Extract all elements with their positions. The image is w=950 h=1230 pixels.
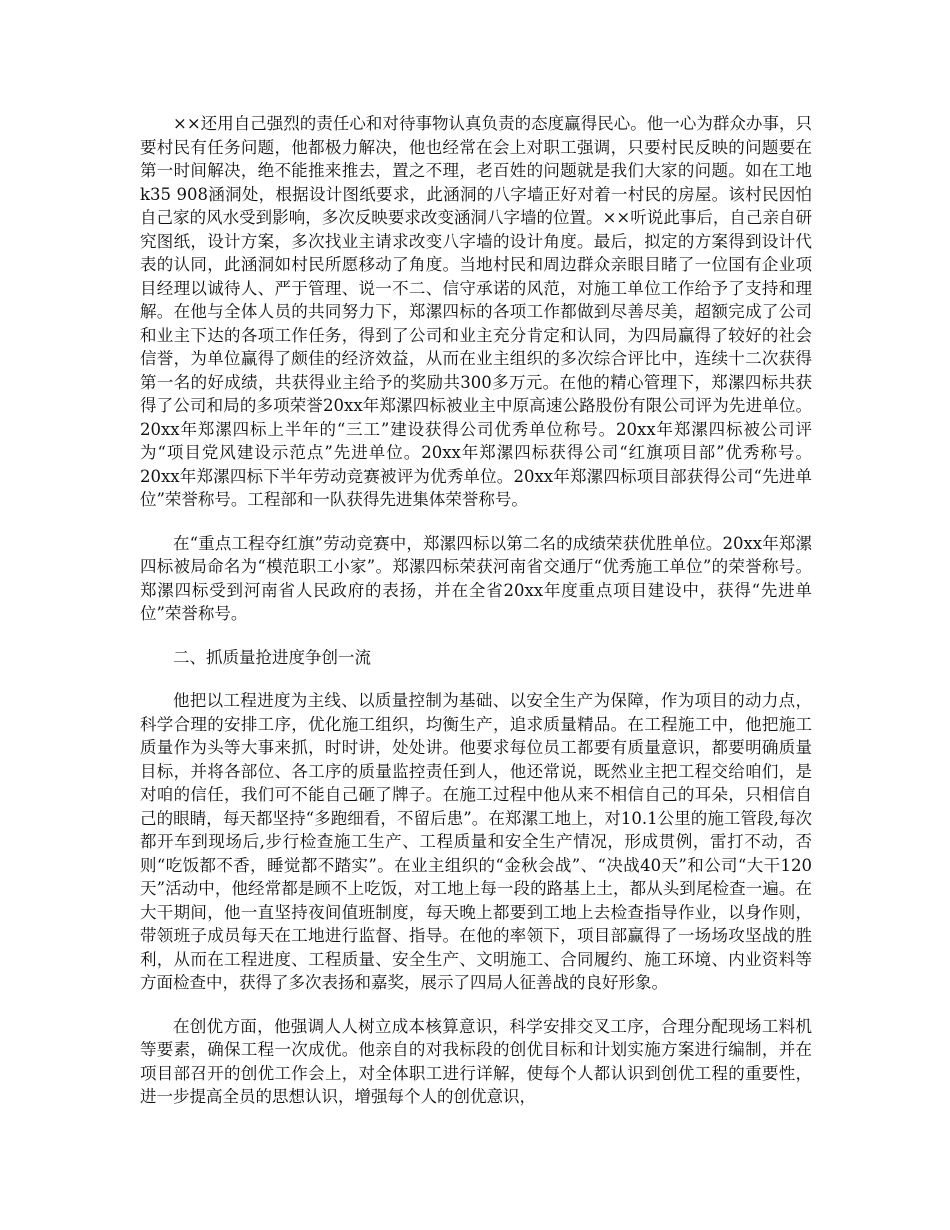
paragraph-honors: 在“重点工程夺红旗”劳动竞赛中，郑漯四标以第二名的成绩荣获优胜单位。20xx年郑漯四标被局命名为“模范职工小家”。郑漯四标荣获河南省交通厅“优秀施工单位”的荣誉称号。郑漯四标受到河南省人民政府的表扬，并在全省20xx年度重点项目建设中，获得“先进单位”荣誉称号。 bbox=[140, 533, 812, 623]
paragraph-quality-progress: 他把以工程进度为主线、以质量控制为基础、以安全生产为保障，作为项目的动力点，科学合理的安排工序，优化施工组织，均衡生产，追求质量精品。在工程施工中，他把施工质量作为头等大事来抓，时时讲，处处讲。他要求每位员工都要有质量意识，都要明确质量目标，并将各部位、各工序的质量监控责任到人，他还常说，既然业主把工程交给咱们，是对咱的信任，我们可不能自己砸了牌子。在施工过程中他从来不相信自己的耳朵，只相信自己的眼睛，每天都坚持“多跑细看，不留后患”。在郑漯工地上，对10.1公里的施工管段,每次都开车到现场后,步行检查施工生产、工程质量和安全生产情况，形成贯例，雷打不动，否则“吃饭都不香，睡觉都不踏实”。在业主组织的“金秋会战”、“决战40天”和公司“大干120天”活动中，他经常都是顾不上吃饭，对工地上每一段的路基上土，都从头到尾检查一遍。在大干期间，他一直坚持夜间值班制度，每天晚上都要到工地上去检查指导作业，以身作则，带领班子成员每天在工地进行监督、指导。在他的率领下，项目部赢得了一场场攻坚战的胜利，从而在工程进度、工程质量、安全生产、文明施工、合同履约、施工环境、内业资料等方面检查中，获得了多次表扬和嘉奖，展示了四局人征善战的良好形象。 bbox=[140, 691, 812, 992]
paragraph-responsibility: ××还用自己强烈的责任心和对待事物认真负责的态度赢得民心。他一心为群众办事，只要村民有任务问题，他都极力解决，他也经常在会上对职工强调，只要村民反映的问题要在第一时间解决，绝不能推来推去，置之不理，老百姓的问题就是我们大家的问题。如在工地k35 908涵洞处，根据设计图纸要求，此涵洞的八字墙正好对着一村民的房屋。该村民因怕自己家的风水受到影响，多次反映要求改变涵洞八字墙的位置。××听说此事后，自己亲自研究图纸，设计方案，多次找业主请求改变八字墙的设计角度。最后，拟定的方案得到设计代表的认同，此涵洞如村民所愿移动了角度。当地村民和周边群众亲眼目睹了一位国有企业项目经理以诚待人、严于管理、说一不二、信守承诺的风范，对施工单位工作给予了支持和理解。在他与全体人员的共同努力下，郑漯四标的各项工作都做到尽善尽美，超额完成了公司和业主下达的各项工作任务，得到了公司和业主充分肯定和认同，为四局赢得了较好的社会信誉，为单位赢得了颇佳的经济效益，从而在业主组织的多次综合评比中，连续十二次获得第一名的好成绩，共获得业主给予的奖励共300多万元。在他的精心管理下，郑漯四标共获得了公司和局的多项荣誉20xx年郑漯四标被业主中原高速公路股份有限公司评为先进单位。20xx年郑漯四标上半年的“三工”建设获得公司优秀单位称号。20xx年郑漯四标被公司评为“项目党风建设示范点”先进单位。20xx年郑漯四标获得公司“红旗项目部”优秀称号。20xx年郑漯四标下半年劳动竞赛被评为优秀单位。20xx年郑漯四标项目部获得公司“先进单位”荣誉称号。工程部和一队获得先进集体荣誉称号。 bbox=[140, 114, 812, 509]
section-heading: 二、抓质量抢进度争创一流 bbox=[173, 647, 371, 667]
paragraph-excellence: 在创优方面，他强调人人树立成本核算意识，科学安排交叉工序，合理分配现场工料机等要素，确保工程一次成优。他亲自的对我标段的创优目标和计划实施方案进行编制，并在项目部召开的创优工作会上，对全体职工进行详解，使每个人都认识到创优工程的重要性，进一步提高全员的思想认识，增强每个人的创优意识， bbox=[140, 1016, 812, 1106]
document-page bbox=[140, 112, 812, 1129]
